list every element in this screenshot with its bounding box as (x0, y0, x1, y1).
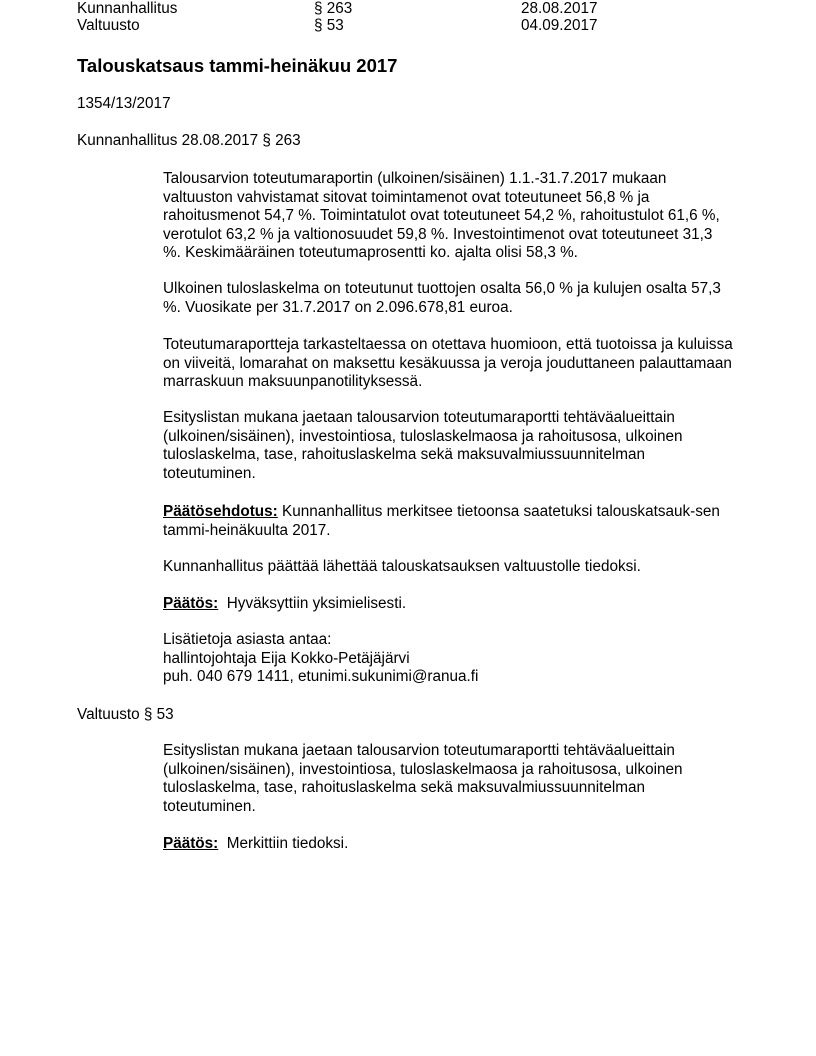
valtuusto-paragraph (163, 742, 733, 816)
header-date: 04.09.2017 (521, 17, 598, 34)
header-date: 28.08.2017 (521, 0, 598, 17)
paragraph-text: Toteutumaraportteja tarkasteltaessa on otettava huomioon, että tuotoissa ja kuluissa on viiveitä, lomarahat on maksettu kesäkuussa ja veroja jouduttaneen palauttamaan marraskuun maksuunpanotilityksessä. (163, 336, 733, 391)
kunnanhallitus-heading: Kunnanhallitus 28.08.2017 § 263 (77, 132, 301, 149)
header-body: Valtuusto (77, 17, 140, 34)
paragraph-text: Talousarvion toteutumaraportin (ulkoinen/sisäinen) 1.1.-31.7.2017 mukaan valtuuston vahvistamat sitovat toimintamenot ovat toteutuneet 56,8 % ja rahoitusmenot 54,7 %. Toimintatulot ovat toteutuneet 54,2 %, rahoitustulot 61,6 %, verotulot 63,2 % ja valtionosuudet 59,8 %. Investointimenot ovat toteutuneet 31,3 %. Keskimääräinen toteutumaprosentti ko. ajalta olisi 58,3 %. (163, 170, 720, 262)
decision-text: Hyväksyttiin yksimielisesti. (218, 595, 407, 612)
record-number: 1354/13/2017 (77, 95, 171, 112)
valtuusto-heading: Valtuusto § 53 (77, 706, 174, 723)
contact-info (163, 631, 733, 687)
proposal-label: Päätösehdotus: (163, 503, 278, 520)
proposal-text: Kunnanhallitus merkitsee tietoonsa saatetuksi talouskatsauk-sen tammi-heinäkuulta 2017. (163, 503, 720, 539)
decision-text: Merkittiin tiedoksi. (218, 835, 349, 852)
header-section: § 263 (314, 0, 353, 17)
proposal (163, 503, 733, 540)
paragraph-text: Esityslistan mukana jaetaan talousarvion toteutumaraportti tehtäväalueittain (ulkoinen/sisäinen), investointiosa, tuloslaskelmaosa ja rahoitusosa, ulkoinen tuloslaskelma, tase, rahoituslaskelma sekä maksuvalmiussuunnitelman toteutuminen. (163, 742, 683, 815)
paragraph-budget-realization (163, 170, 733, 263)
decision (163, 595, 733, 614)
paragraph-income-statement (163, 280, 733, 317)
paragraph-considerations (163, 336, 733, 392)
decision-label: Päätös: (163, 835, 219, 852)
paragraph-text: Ulkoinen tuloslaskelma on toteutunut tuottojen osalta 56,0 % ja kulujen osalta 57,3 %. Vuosikate per 31.7.2017 on 2.096.678,81 euroa. (163, 280, 721, 316)
valtuusto-decision (163, 835, 733, 854)
document-title: Talouskatsaus tammi-heinäkuu 2017 (77, 55, 398, 76)
decision-label: Päätös: (163, 595, 219, 612)
contact-phone-email: puh. 040 679 1411, etunimi.sukunimi@ranua.fi (163, 668, 479, 686)
contact-person: hallintojohtaja Eija Kokko-Petäjäjärvi (163, 649, 410, 667)
paragraph-text: Esityslistan mukana jaetaan talousarvion toteutumaraportti tehtäväalueittain (ulkoinen/sisäinen), investointiosa, tuloslaskelmaosa ja rahoitusosa, ulkoinen tuloslaskelma, tase, rahoituslaskelma sekä maksuvalmiussuunnitelman toteutuminen. (163, 409, 683, 482)
send-to-council (163, 558, 733, 577)
paragraph-text: Kunnanhallitus päättää lähettää talouskatsauksen valtuustolle tiedoksi. (163, 558, 641, 575)
header-section: § 53 (314, 17, 344, 34)
contact-intro: Lisätietoja asiasta antaa: (163, 631, 332, 648)
header-body: Kunnanhallitus (77, 0, 178, 17)
paragraph-attachments (163, 409, 733, 483)
